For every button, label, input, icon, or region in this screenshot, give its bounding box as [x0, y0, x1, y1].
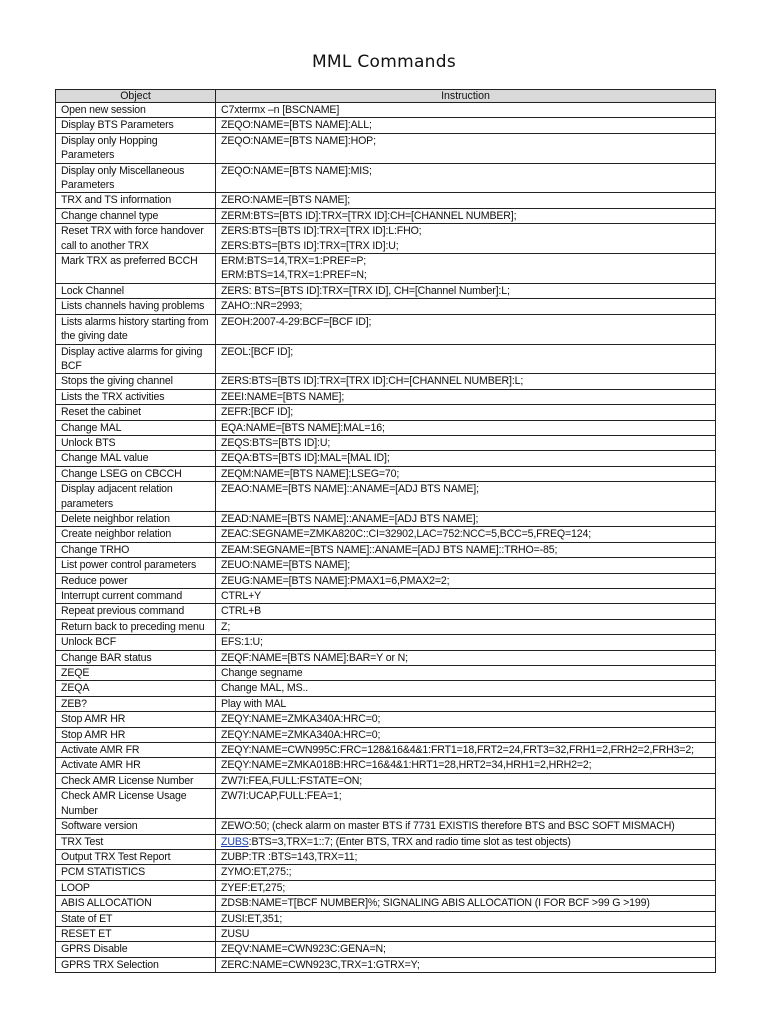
table-row — [56, 880, 716, 895]
object-cell: Reduce power — [56, 573, 216, 588]
object-cell: GPRS Disable — [56, 942, 216, 957]
instruction-cell: ZEOH:2007-4-29:BCF=[BCF ID]; — [216, 314, 716, 344]
object-cell: Lock Channel — [56, 283, 216, 298]
object-cell: Reset the cabinet — [56, 405, 216, 420]
object-cell: Display only Miscellaneous Parameters — [56, 163, 216, 193]
table-row — [56, 208, 716, 223]
object-cell: Lists channels having problems — [56, 299, 216, 314]
object-cell: List power control parameters — [56, 558, 216, 573]
instruction-cell: ZEQV:NAME=CWN923C:GENA=N; — [216, 942, 716, 957]
instruction-cell: ZUBP:TR :BTS=143,TRX=11; — [216, 849, 716, 864]
object-cell: Display BTS Parameters — [56, 118, 216, 133]
object-cell: Change channel type — [56, 208, 216, 223]
table-row — [56, 283, 716, 298]
table-row — [56, 911, 716, 926]
object-cell: Stop AMR HR — [56, 712, 216, 727]
table-row — [56, 635, 716, 650]
instruction-cell: ZERS: BTS=[BTS ID]:TRX=[TRX ID], CH=[Channel Number]:L; — [216, 283, 716, 298]
table-row — [56, 558, 716, 573]
object-cell: ZEQA — [56, 681, 216, 696]
page-title: MML Commands — [311, 52, 457, 72]
table-row — [56, 511, 716, 526]
object-cell: Check AMR License Number — [56, 773, 216, 788]
table-row — [56, 789, 716, 819]
object-cell: Change MAL — [56, 420, 216, 435]
instruction-cell: EFS:1:U; — [216, 635, 716, 650]
table-row — [56, 374, 716, 389]
instruction-cell — [216, 834, 716, 849]
instruction-cell: ZAHO::NR=2993; — [216, 299, 716, 314]
header-object: Object — [56, 90, 216, 103]
table-header-row — [56, 90, 716, 103]
commands-table — [55, 89, 716, 973]
instruction-cell: ERM:BTS=14,TRX=1:PREF=P; ERM:BTS=14,TRX=1:PREF=N; — [216, 254, 716, 284]
object-cell: TRX Test — [56, 834, 216, 849]
instruction-cell: ZEAM:SEGNAME=[BTS NAME]::ANAME=[ADJ BTS NAME]::TRHO=-85; — [216, 542, 716, 557]
object-cell: Stop AMR HR — [56, 727, 216, 742]
instruction-cell: ZERS:BTS=[BTS ID]:TRX=[TRX ID]:CH=[CHANNEL NUMBER]:L; — [216, 374, 716, 389]
instruction-cell: ZEQA:BTS=[BTS ID]:MAL=[MAL ID]; — [216, 451, 716, 466]
instruction-cell: ZDSB:NAME=T[BCF NUMBER]%; SIGNALING ABIS ALLOCATION (I FOR BCF >99 G >199) — [216, 896, 716, 911]
instruction-cell: ZEQM:NAME=[BTS NAME]:LSEG=70; — [216, 466, 716, 481]
object-cell: LOOP — [56, 880, 216, 895]
table-row — [56, 389, 716, 404]
object-cell: GPRS TRX Selection — [56, 957, 216, 972]
object-cell: Lists alarms history starting from the giving date — [56, 314, 216, 344]
table-row — [56, 314, 716, 344]
table-row — [56, 926, 716, 941]
instruction-cell: ZEAO:NAME=[BTS NAME]::ANAME=[ADJ BTS NAME]; — [216, 482, 716, 512]
instruction-cell: ZEAC:SEGNAME=ZMKA820C::CI=32902,LAC=752:NCC=5,BCC=5,FREQ=124; — [216, 527, 716, 542]
header-instruction: Instruction — [216, 90, 716, 103]
instruction-cell: ZW7I:FEA,FULL:FSTATE=ON; — [216, 773, 716, 788]
table-row — [56, 727, 716, 742]
table-row — [56, 957, 716, 972]
instruction-cell: ZEOL:[BCF ID]; — [216, 344, 716, 374]
instruction-cell: ZYEF:ET,275; — [216, 880, 716, 895]
instruction-cell: CTRL+Y — [216, 589, 716, 604]
table-row — [56, 681, 716, 696]
instruction-cell: ZEUO:NAME=[BTS NAME]; — [216, 558, 716, 573]
object-cell: Display active alarms for giving BCF — [56, 344, 216, 374]
table-row — [56, 451, 716, 466]
object-cell: Unlock BTS — [56, 435, 216, 450]
table-row — [56, 420, 716, 435]
object-cell: Create neighbor relation — [56, 527, 216, 542]
instruction-cell: ZUSI:ET,351; — [216, 911, 716, 926]
instruction-cell: ZEFR:[BCF ID]; — [216, 405, 716, 420]
instruction-cell: ZW7I:UCAP,FULL:FEA=1; — [216, 789, 716, 819]
table-row — [56, 466, 716, 481]
object-cell: Activate AMR FR — [56, 743, 216, 758]
instruction-cell: C7xtermx –n [BSCNAME] — [216, 103, 716, 118]
table-row — [56, 542, 716, 557]
instruction-cell: ZEEI:NAME=[BTS NAME]; — [216, 389, 716, 404]
instruction-cell: CTRL+B — [216, 604, 716, 619]
table-row — [56, 435, 716, 450]
table-row — [56, 712, 716, 727]
table-row — [56, 103, 716, 118]
instruction-cell: Play with MAL — [216, 696, 716, 711]
table-row — [56, 224, 716, 254]
table-body — [56, 103, 716, 973]
instruction-cell: Change segname — [216, 666, 716, 681]
table-row — [56, 254, 716, 284]
object-cell: Return back to preceding menu — [56, 619, 216, 634]
instruction-link[interactable]: ZUBS — [221, 835, 249, 848]
table-row — [56, 589, 716, 604]
object-cell: State of ET — [56, 911, 216, 926]
instruction-cell: ZERS:BTS=[BTS ID]:TRX=[TRX ID]:L:FHO; ZERS:BTS=[BTS ID]:TRX=[TRX ID]:U; — [216, 224, 716, 254]
instruction-cell: ZERO:NAME=[BTS NAME]; — [216, 193, 716, 208]
table-row — [56, 527, 716, 542]
object-cell: Change LSEG on CBCCH — [56, 466, 216, 481]
table-row — [56, 482, 716, 512]
object-cell: Delete neighbor relation — [56, 511, 216, 526]
table-row — [56, 604, 716, 619]
table-row — [56, 942, 716, 957]
table-row — [56, 193, 716, 208]
table-row — [56, 163, 716, 193]
instruction-cell: ZEQY:NAME=ZMKA340A:HRC=0; — [216, 712, 716, 727]
instruction-cell: ZEQY:NAME=ZMKA340A:HRC=0; — [216, 727, 716, 742]
instruction-cell: Change MAL, MS.. — [216, 681, 716, 696]
table-row — [56, 666, 716, 681]
table-row — [56, 865, 716, 880]
table-row — [56, 773, 716, 788]
object-cell: Unlock BCF — [56, 635, 216, 650]
object-cell: Open new session — [56, 103, 216, 118]
table-row — [56, 118, 716, 133]
instruction-cell: Z; — [216, 619, 716, 634]
object-cell: PCM STATISTICS — [56, 865, 216, 880]
instruction-text: :BTS=3,TRX=1::7; (Enter BTS, TRX and radio time slot as test objects) — [248, 835, 571, 848]
table-row — [56, 133, 716, 163]
table-row — [56, 619, 716, 634]
object-cell: Change MAL value — [56, 451, 216, 466]
object-cell: ZEB? — [56, 696, 216, 711]
object-cell: Output TRX Test Report — [56, 849, 216, 864]
table-row — [56, 696, 716, 711]
instruction-cell: ZEWO:50; (check alarm on master BTS if 7731 EXISTIS therefore BTS and BSC SOFT MISMACH) — [216, 819, 716, 834]
object-cell: TRX and TS information — [56, 193, 216, 208]
table-row — [56, 819, 716, 834]
instruction-cell: ZEQS:BTS=[BTS ID]:U; — [216, 435, 716, 450]
instruction-cell: ZYMO:ET,275:; — [216, 865, 716, 880]
instruction-cell: ZEQO:NAME=[BTS NAME]:ALL; — [216, 118, 716, 133]
object-cell: ABIS ALLOCATION — [56, 896, 216, 911]
instruction-cell: ZEQO:NAME=[BTS NAME]:HOP; — [216, 133, 716, 163]
instruction-cell: EQA:NAME=[BTS NAME]:MAL=16; — [216, 420, 716, 435]
object-cell: Lists the TRX activities — [56, 389, 216, 404]
table-row — [56, 896, 716, 911]
object-cell: Repeat previous command — [56, 604, 216, 619]
instruction-cell: ZUSU — [216, 926, 716, 941]
object-cell: Mark TRX as preferred BCCH — [56, 254, 216, 284]
table-row — [56, 849, 716, 864]
instruction-cell: ZERC:NAME=CWN923C,TRX=1:GTRX=Y; — [216, 957, 716, 972]
table-row — [56, 405, 716, 420]
table-row — [56, 344, 716, 374]
object-cell: Check AMR License Usage Number — [56, 789, 216, 819]
instruction-cell: ZEUG:NAME=[BTS NAME]:PMAX1=6,PMAX2=2; — [216, 573, 716, 588]
table-row — [56, 743, 716, 758]
object-cell: Change BAR status — [56, 650, 216, 665]
table-row — [56, 834, 716, 849]
instruction-cell: ZEAD:NAME=[BTS NAME]::ANAME=[ADJ BTS NAME]; — [216, 511, 716, 526]
object-cell: Interrupt current command — [56, 589, 216, 604]
table-row — [56, 650, 716, 665]
instruction-cell: ZEQF:NAME=[BTS NAME]:BAR=Y or N; — [216, 650, 716, 665]
object-cell: Activate AMR HR — [56, 758, 216, 773]
object-cell: Software version — [56, 819, 216, 834]
object-cell: Change TRHO — [56, 542, 216, 557]
object-cell: ZEQE — [56, 666, 216, 681]
table-row — [56, 299, 716, 314]
object-cell: RESET ET — [56, 926, 216, 941]
object-cell: Stops the giving channel — [56, 374, 216, 389]
object-cell: Display adjacent relation parameters — [56, 482, 216, 512]
object-cell: Display only Hopping Parameters — [56, 133, 216, 163]
table-row — [56, 573, 716, 588]
instruction-cell: ZEQY:NAME=CWN995C:FRC=128&16&4&1:FRT1=18,FRT2=24,FRT3=32,FRH1=2,FRH2=2,FRH3=2; — [216, 743, 716, 758]
instruction-cell: ZEQO:NAME=[BTS NAME]:MIS; — [216, 163, 716, 193]
instruction-cell: ZERM:BTS=[BTS ID]:TRX=[TRX ID]:CH=[CHANNEL NUMBER]; — [216, 208, 716, 223]
object-cell: Reset TRX with force handover call to another TRX — [56, 224, 216, 254]
table-row — [56, 758, 716, 773]
instruction-cell: ZEQY:NAME=ZMKA018B:HRC=16&4&1:HRT1=28,HRT2=34,HRH1=2,HRH2=2; — [216, 758, 716, 773]
